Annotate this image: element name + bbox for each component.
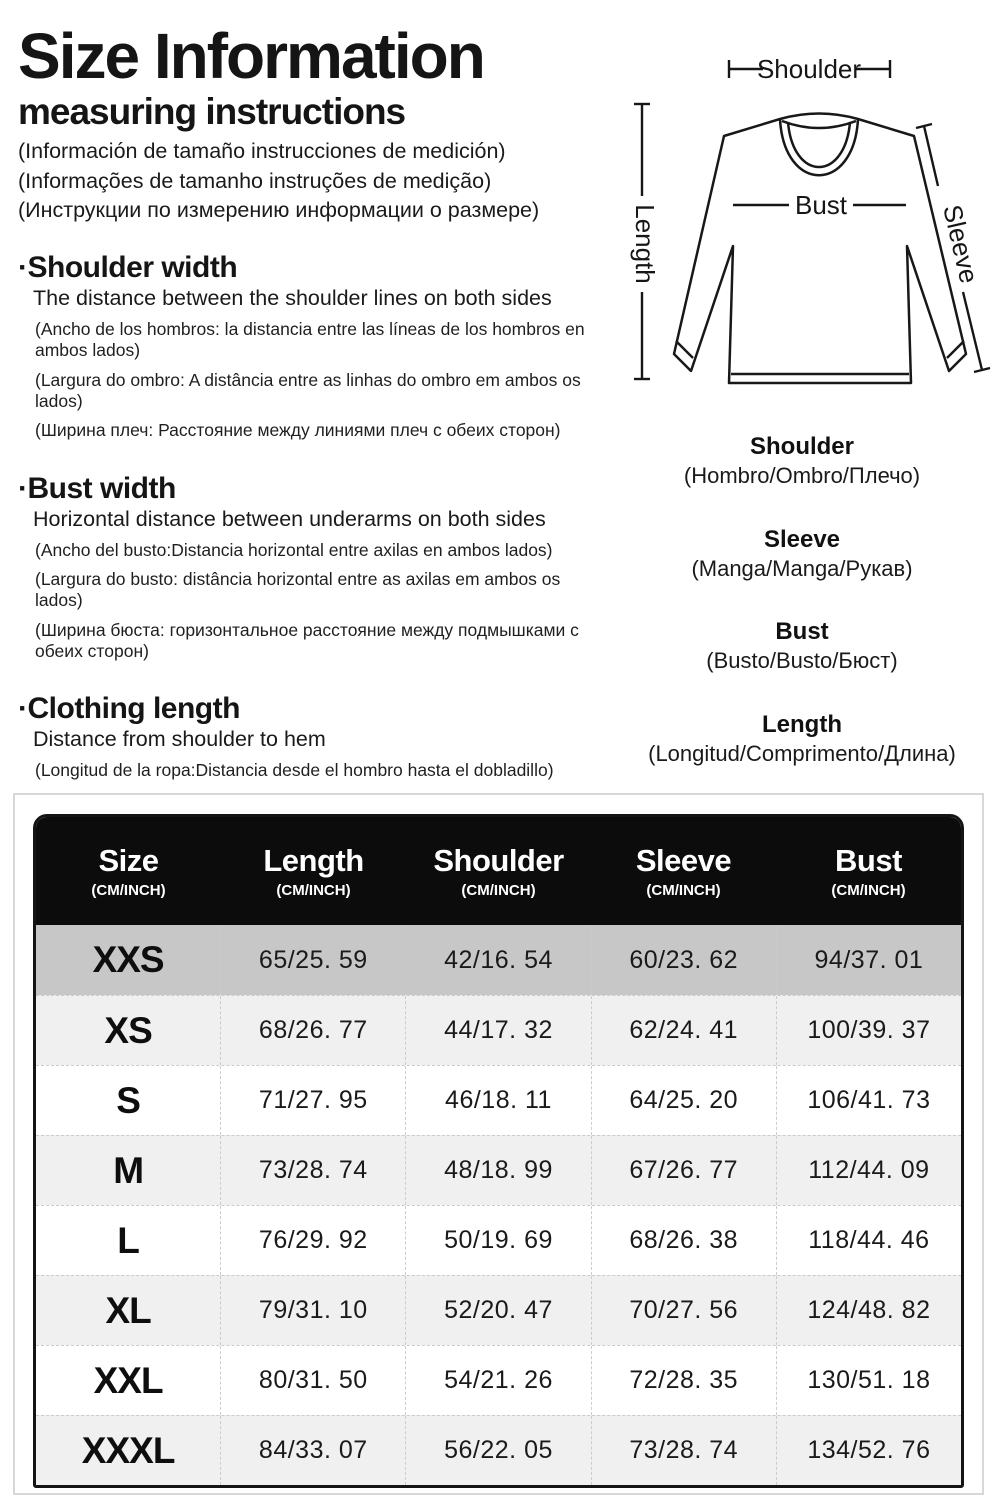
size-cell: L <box>117 1219 139 1261</box>
measure-section <box>18 472 610 663</box>
legend-item <box>612 617 992 676</box>
bust-label: Bust <box>794 190 848 220</box>
section-translation: (Ancho de los hombros: la distancia entre las líneas de los hombros en ambos lados) <box>35 318 585 361</box>
measure-section <box>18 251 610 442</box>
column-label: Shoulder <box>433 843 564 878</box>
table-row <box>36 1205 961 1275</box>
measure-sections <box>18 251 610 840</box>
section-translations <box>35 540 593 663</box>
table-cell: 48/18. 99 <box>405 1136 590 1205</box>
table-cell: 76/29. 92 <box>220 1206 405 1275</box>
column-unit: (CM/INCH) <box>276 882 351 899</box>
table-header-cell <box>406 817 591 925</box>
size-cell: S <box>116 1079 140 1121</box>
section-translation: (Ширина бюста: горизонтальное расстояние между подмышками с обеих сторон) <box>35 619 579 662</box>
column-unit: (CM/INCH) <box>831 882 906 899</box>
table-cell: 65/25. 59 <box>220 925 405 995</box>
size-cell: XXS <box>92 939 164 980</box>
size-cell: XXL <box>93 1359 163 1401</box>
shirt-body <box>674 114 966 384</box>
table-cell: 134/52. 76 <box>776 1416 961 1485</box>
title-translations <box>18 137 610 225</box>
table-cell: 71/27. 95 <box>220 1066 405 1135</box>
size-table <box>33 814 964 1488</box>
column-label: Size <box>98 843 159 878</box>
table-row <box>36 925 961 995</box>
table-cell: 79/31. 10 <box>220 1276 405 1345</box>
legend-translation: (Longitud/Comprimento/Длина) <box>648 740 956 766</box>
legend-term: Shoulder <box>749 433 854 460</box>
right-cuff-line <box>947 341 964 358</box>
table-cell: 84/33. 07 <box>220 1416 405 1485</box>
diagram-legend <box>612 432 992 802</box>
legend-translation: (Busto/Busto/Бюст) <box>706 648 898 674</box>
section-translation: (Largura do ombro: A distância entre as linhas do ombro em ambos os lados) <box>35 369 581 411</box>
table-cell: 72/28. 35 <box>591 1346 776 1415</box>
column-unit: (CM/INCH) <box>461 882 536 899</box>
section-translations <box>35 319 593 442</box>
table-cell: 124/48. 82 <box>776 1276 961 1345</box>
column-label: Sleeve <box>635 843 732 878</box>
table-cell: 50/19. 69 <box>405 1206 590 1275</box>
legend-item <box>612 432 992 491</box>
size-cell: XL <box>105 1289 151 1331</box>
table-cell: 130/51. 18 <box>776 1346 961 1415</box>
title-translation: (Инструкции по измерению информации о размере) <box>18 197 540 222</box>
size-cell: XXXL <box>81 1429 175 1471</box>
table-cell: 80/31. 50 <box>220 1346 405 1415</box>
legend-term: Bust <box>775 618 829 646</box>
section-description: Distance from shoulder to hem <box>33 727 326 752</box>
table-cell: 46/18. 11 <box>405 1066 590 1135</box>
table-cell: 42/16. 54 <box>405 925 590 995</box>
table-header-cell <box>36 817 221 925</box>
table-header-row <box>36 817 961 925</box>
table-row <box>36 1135 961 1205</box>
table-cell: 54/21. 26 <box>405 1346 590 1415</box>
section-translation: (Ancho del busto:Distancia horizontal entre axilas en ambos lados) <box>35 539 553 560</box>
size-cell: M <box>113 1149 144 1191</box>
shoulder-label: Shoulder <box>756 54 862 84</box>
section-translation: (Largura do busto: distância horizontal entre as axilas em ambos os lados) <box>35 569 561 611</box>
table-header-cell <box>776 817 961 925</box>
table-cell: 68/26. 38 <box>591 1206 776 1275</box>
table-row <box>36 1415 961 1485</box>
table-cell: 100/39. 37 <box>776 996 961 1065</box>
table-cell: 112/44. 09 <box>776 1136 961 1205</box>
back-neck-line <box>782 121 856 128</box>
shirt-diagram-svg <box>612 38 992 430</box>
title-translation: (Informações de tamanho instruções de medição) <box>18 168 492 193</box>
size-cell: XS <box>104 1009 152 1051</box>
length-label: Length <box>630 204 660 284</box>
section-heading: ·Bust width <box>18 471 176 505</box>
table-row <box>36 1065 961 1135</box>
column-label: Bust <box>835 843 902 878</box>
column-unit: (CM/INCH) <box>91 882 166 899</box>
section-heading: ·Clothing length <box>18 692 240 726</box>
legend-term: Length <box>762 710 842 738</box>
table-header-cell <box>591 817 776 925</box>
table-cell: 44/17. 32 <box>405 996 590 1065</box>
table-cell: 70/27. 56 <box>591 1276 776 1345</box>
left-cuff-line <box>676 341 693 358</box>
section-description: Horizontal distance between underarms on both sides <box>33 506 546 531</box>
table-cell: 56/22. 05 <box>405 1416 590 1485</box>
column-label: Length <box>263 843 364 878</box>
legend-translation: (Manga/Manga/Рукав) <box>691 555 913 581</box>
table-cell: 106/41. 73 <box>776 1066 961 1135</box>
table-cell: 62/24. 41 <box>591 996 776 1065</box>
table-cell: 118/44. 46 <box>776 1206 961 1275</box>
sleeve-label: Sleeve <box>937 201 985 287</box>
table-body <box>36 925 961 1485</box>
column-unit: (CM/INCH) <box>646 882 721 899</box>
table-cell: 60/23. 62 <box>591 925 776 995</box>
instructions-column <box>18 20 610 870</box>
section-translation: (Ширина плеч: Расстояние между линиями плеч с обеих сторон) <box>35 420 561 441</box>
legend-translation: (Hombro/Ombro/Плечо) <box>683 463 921 488</box>
table-cell: 68/26. 77 <box>220 996 405 1065</box>
legend-item <box>612 525 992 584</box>
table-cell: 73/28. 74 <box>220 1136 405 1205</box>
table-cell: 73/28. 74 <box>591 1416 776 1485</box>
title-translation: (Información de tamaño instrucciones de medición) <box>18 139 506 164</box>
legend-item <box>612 710 992 769</box>
table-cell: 64/25. 20 <box>591 1066 776 1135</box>
shirt-diagram <box>612 38 992 430</box>
table-header-cell <box>221 817 406 925</box>
table-cell: 67/26. 77 <box>591 1136 776 1205</box>
table-row <box>36 1345 961 1415</box>
shirt-outline <box>674 114 966 384</box>
table-row <box>36 1275 961 1345</box>
section-heading: ·Shoulder width <box>18 250 238 284</box>
table-row <box>36 995 961 1065</box>
legend-term: Sleeve <box>763 525 841 553</box>
size-table-panel <box>13 793 984 1495</box>
section-description: The distance between the shoulder lines on both sides <box>33 285 552 310</box>
table-cell: 52/20. 47 <box>405 1276 590 1345</box>
page-title: Size Information <box>18 20 484 92</box>
section-translation: (Longitud de la ropa:Distancia desde el hombro hasta el dobladillo) <box>35 760 554 781</box>
page-subtitle: measuring instructions <box>18 91 406 133</box>
table-cell: 94/37. 01 <box>776 925 961 995</box>
